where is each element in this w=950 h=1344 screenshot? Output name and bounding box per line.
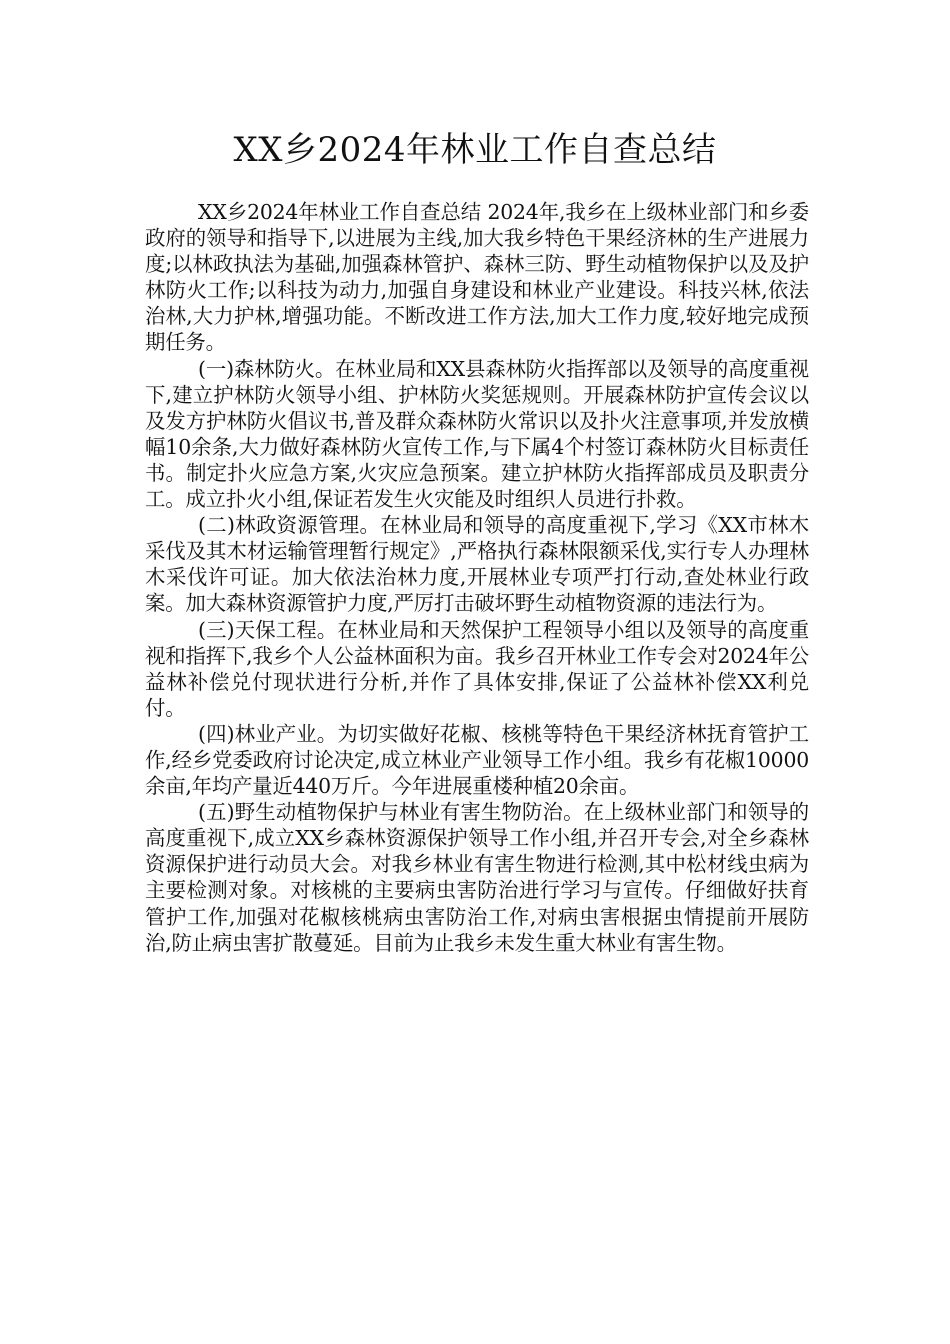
paragraph-intro: XX乡2024年林业工作自查总结 2024年,我乡在上级林业部门和乡委政府的领导和指导下,以进展为主线,加大我乡特色干果经济林的生产进展力度;以林政执法为基础,加强森林管护、森林三防、野生动植物保护以及及护林防火工作;以科技为动力,加强自身建设和林业产业建设。科技兴林,依法治林,大力护林,增强功能。不断改进工作方法,加大工作力度,较好地完成预期任务。 bbox=[145, 200, 809, 355]
paragraph-wildlife-and-pest-control: (五)野生动植物保护与林业有害生物防治。在上级林业部门和领导的高度重视下,成立XX乡森林资源保护领导工作小组,并召开专会,对全乡森林资源保护进行动员大会。对我乡林业有害生物进行检测,其中松材线虫病为主要检测对象。对核桃的主要病虫害防治进行学习与宣传。仔细做好扶育管护工作,加强对花椒核桃病虫害防治工作,对病虫害根据虫情提前开展防治,防止病虫害扩散蔓延。目前为止我乡未发生重大林业有害生物。 bbox=[145, 800, 809, 955]
paragraph-natural-forest-protection: (三)天保工程。在林业局和天然保护工程领导小组以及领导的高度重视和指挥下,我乡个人公益林面积为亩。我乡召开林业工作专会对2024年公益林补偿兑付现状进行分析,并作了具体安排,保证了公益林补偿XX利兑付。 bbox=[145, 617, 809, 720]
document-title: XX乡2024年林业工作自查总结 bbox=[233, 130, 717, 170]
paragraph-forest-resource-management: (二)林政资源管理。在林业局和领导的高度重视下,学习《XX市林木采伐及其木材运输管理暂行规定》,严格执行森林限额采伐,实行专人办理林木采伐许可证。加大依法治林力度,开展林业专项严打行动,查处林业行政案。加大森林资源管护力度,严厉打击破坏野生动植物资源的违法行为。 bbox=[145, 513, 809, 616]
paragraph-forestry-industry: (四)林业产业。为切实做好花椒、核桃等特色干果经济林抚育管护工作,经乡党委政府讨论决定,成立林业产业领导工作小组。我乡有花椒10000余亩,年均产量近440万斤。今年进展重楼种植20余亩。 bbox=[145, 721, 809, 799]
paragraph-forest-fire-prevention: (一)森林防火。在林业局和XX县森林防火指挥部以及领导的高度重视下,建立护林防火领导小组、护林防火奖惩规则。开展森林防护宣传会议以及发方护林防火倡议书,普及群众森林防火常识以及扑火注意事项,并发放横幅10余条,大力做好森林防火宣传工作,与下属4个村签订森林防火目标责任书。制定扑火应急方案,火灾应急预案。建立护林防火指挥部成员及职责分工。成立扑火小组,保证若发生火灾能及时组织人员进行扑救。 bbox=[145, 356, 809, 512]
document-body bbox=[145, 199, 809, 956]
